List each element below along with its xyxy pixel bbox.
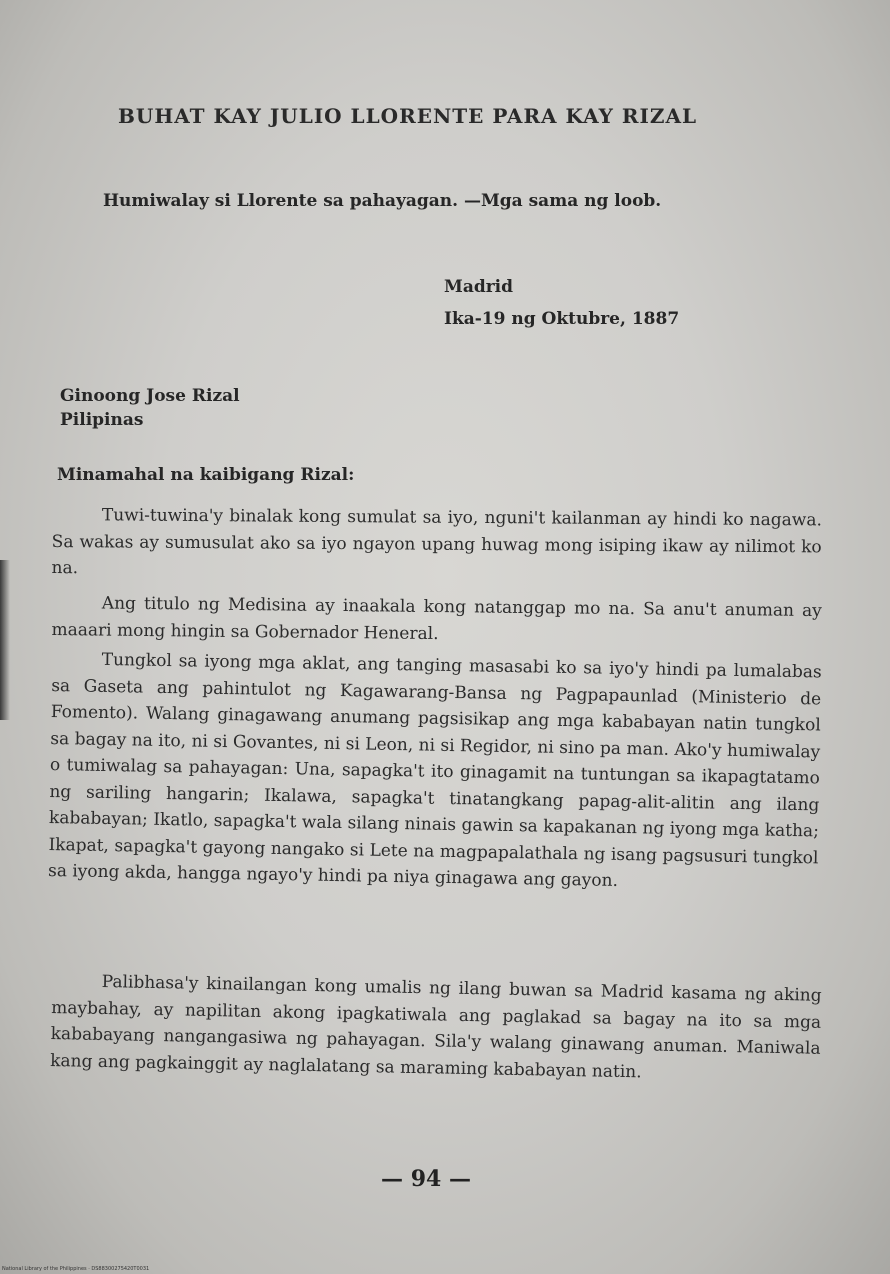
letter-title: BUHAT KAY JULIO LLORENTE PARA KAY RIZAL [118,104,698,128]
recipient-name: Ginoong Jose Rizal [60,386,240,406]
letter-place: Madrid [444,277,514,297]
paragraph: Ang titulo ng Medisina ay inaakala kong natanggap mo na. Sa anu't anuman ay maaari mong hingin sa Gobernador Heneral. [51,593,822,644]
letter-date: Ika-19 ng Oktubre, 1887 [444,309,680,329]
recipient-place: Pilipinas [60,410,144,430]
paragraph: Palibhasa'y kinailangan kong umalis ng ilang buwan sa Madrid kasama ng aking maybahay, ay napilitan akong ipagkatiwala ang paglakad sa bagay na ito sa mga kababayang nangangasiwa ng pahayagan. Sila'y walang ginawang anuman. Maniwala kang ang pagkainggit ay naglalatang sa maraming kababayan natin. [50,971,822,1082]
paragraph: Tuwi-tuwina'y binalak kong sumulat sa iyo, nguni't kailanman ay hindi ko nagawa. Sa wakas ay sumusulat ako sa iyo ngayon upang huwag mong isiping ikaw ay nilimot ko na. [51,505,822,579]
letter-subtitle: Humiwalay si Llorente sa pahayagan. —Mga sama ng loob. [103,191,662,211]
page-number: — 94 — [381,1166,471,1192]
recipient-block [60,384,240,432]
footer-credit: National Library of the Philippines · DS88300275420T0031 [2,1266,150,1272]
salutation: Minamahal na kaibigang Rizal: [57,465,355,485]
page-edge-shadow [0,560,10,720]
paragraph: Tungkol sa iyong mga aklat, ang tanging masasabi ko sa iyo'y hindi pa lumalabas sa Gaseta ang pahintulot ng Kagawarang-Bansa ng Pagpapaunlad (Ministerio de Fomento). Walang ginagawang anumang pagsisikap ang mga kababayan natin tungkol sa bagay na ito, ni si Govantes, ni si Leon, ni si Regidor, ni sino pa man. Ako'y humiwalay o tumiwalag sa pahayagan: Una, sapagka't ito ginagamit na tuntungan sa ikapagtatamo ng sariling hangarin; Ikalawa, sapagka't tinatangkang papag-alit-alitin ang ilang kababayan; Ikatlo, sapagka't wala silang ninais gawin sa kapakanan ng iyong mga katha; Ikapat, sapagka't gayong nangako si Lete na magpapalathala ng isang pagsusuri tungkol sa iyong akda, hangga ngayo'y hindi pa niya ginagawa ang gayon. [47,649,822,891]
